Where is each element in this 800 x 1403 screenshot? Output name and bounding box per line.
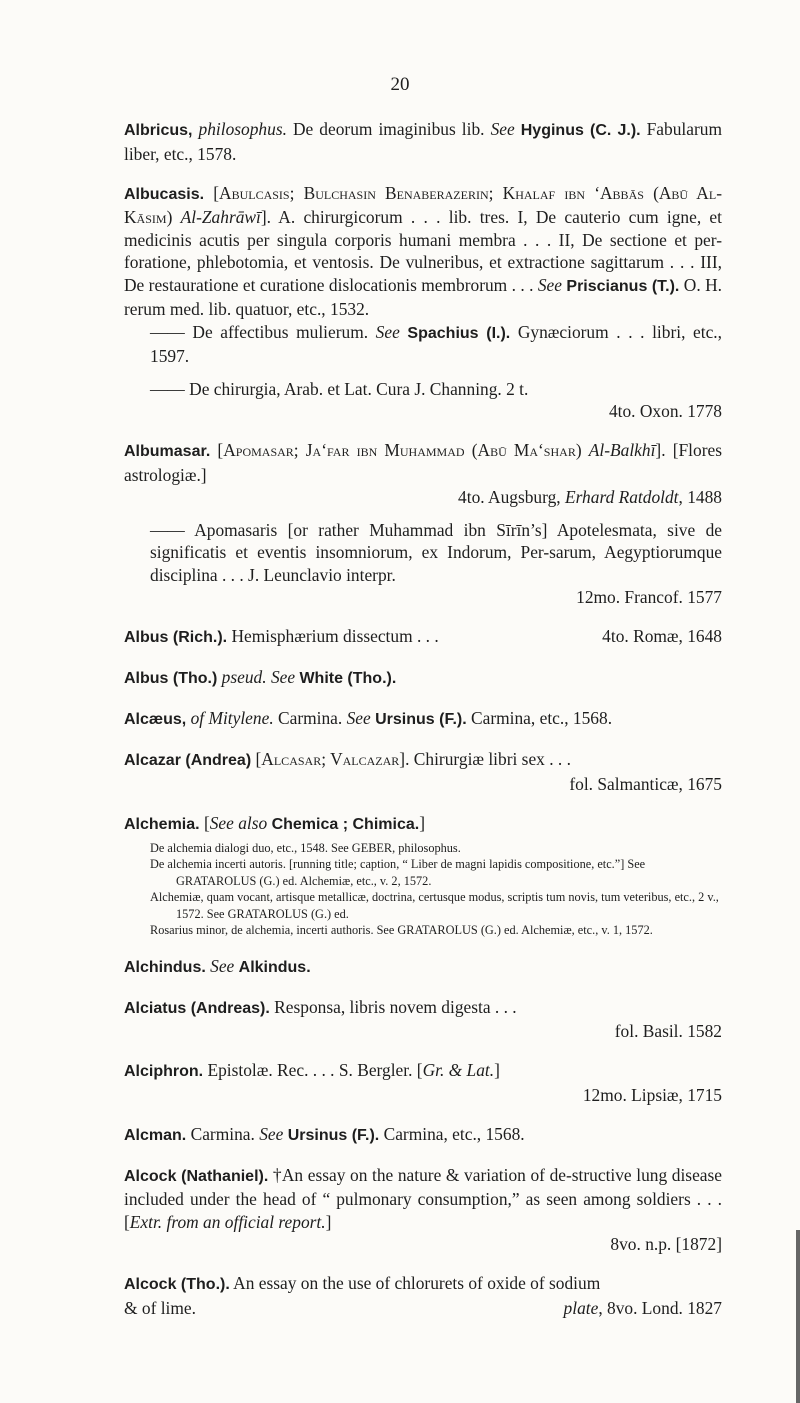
entry-alchemia: Alchemia. [See also Chemica ; Chimica.] De alchemia dialogi duo, etc., 1548. See GEBER, philosophus. De alchemia incerti autoris. [running title; caption, “ Liber de magni lapidis compositione, etc.”] See GRATAROLUS (G.) ed. Alchemiæ, etc., v. 2, 1572. Alchemiæ, quam vocant, artisque metallicæ, doctrina, certusque modus, scriptis tum novis, tum veteribus, etc., 2 v., 1572. See GRATAROLUS (G.) ed. Rosarius minor, de alchemia, incerti authoris. See GRATAROLUS (G.) ed. Alchemiæ, etc., v. 1, 1572. bbox=[124, 812, 722, 939]
entry-heading: Alcazar (Andrea) bbox=[124, 752, 252, 769]
entry-albucasis bbox=[124, 182, 722, 423]
entry-heading: Albus (Tho.) bbox=[124, 670, 218, 687]
entry-imprint: 12mo. Francof. 1577 bbox=[576, 587, 722, 607]
entry-text: [Abulcasis; Bulchasin Benaberazerin; Khalaf ibn ‘Abbās (Abū Al-Kāsim) Al-Zahrāwī]. A. chirurgicorum . . . lib. tres. I, De cauterio cum igne, et medicinis acutis per singula corporis humani membra . . . II, De sectione et per-foratione, phlebotomia, et ventosis. De vulneribus, et extractione sagittarum . . . III, De restauratione et curatione dislocationis membrorum . . . See Priscianus (T.). O. H. rerum med. lib. quatuor, etc., 1532. bbox=[124, 182, 723, 319]
alchemia-note: De alchemia dialogi duo, etc., 1548. See GEBER, philosophus. bbox=[150, 841, 461, 855]
entry-heading: Alcock (Tho.). bbox=[124, 1276, 230, 1294]
entry-albucasis-2: —— De affectibus mulierum. See Spachius (I.). Gynæciorum . . . libri, etc., 1597. bbox=[150, 321, 722, 366]
entry-heading: Alchemia. bbox=[124, 815, 200, 833]
entry-imprint: 4to. Augsburg, Erhard Ratdoldt, 1488 bbox=[458, 487, 722, 507]
entry-albucasis-3: —— De chirurgia, Arab. et Lat. Cura J. Channing. 2 t. 4to. Oxon. 1778 bbox=[150, 378, 722, 421]
entry-imprint: plate, 8vo. Lond. 1827 bbox=[563, 1297, 722, 1318]
entry-alcaeus: Alcæus, of Mitylene. Carmina. See Ursinus (F.). Carmina, etc., 1568. bbox=[124, 708, 613, 728]
entry-heading: Alciatus (Andreas). bbox=[124, 999, 270, 1017]
entry-alcock-tho: Alcock (Tho.). An essay on the use of chlorurets of oxide of sodium & of lime. plate, 8vo. Lond. 1827 bbox=[124, 1273, 722, 1318]
page-edge-shadow bbox=[796, 1230, 800, 1403]
entry-heading: Alcman. bbox=[124, 1126, 187, 1144]
entry-alcock-nath: Alcock (Nathaniel). †An essay on the nature & variation of de-structive lung disease included under the head of “ pulmonary consumption,” as seen among soldiers . . . [Extr. from an official report.] 8vo. n.p. [1872] bbox=[124, 1164, 723, 1255]
entry-imprint: fol. Salmanticæ, 1675 bbox=[569, 773, 722, 794]
alchemia-note: De alchemia incerti autoris. [running title; caption, “ Liber de magni lapidis compositione, etc.”] See GRATAROLUS (G.) ed. Alchemiæ, etc., v. 2, 1572. bbox=[150, 857, 646, 888]
entry-alcazar: Alcazar (Andrea) [Alcasar; Valcazar]. Chirurgiæ libri sex . . . fol. Salmanticæ, 1675 bbox=[124, 749, 722, 794]
entry-heading: Alciphron. bbox=[124, 1063, 204, 1081]
entry-imprint: 4to. Oxon. 1778 bbox=[608, 401, 722, 421]
entry-heading: Albus (Rich.). bbox=[124, 629, 228, 646]
entry-albumasar-2: —— Apomasaris [or rather Muhammad ibn Sīrīn’s] Apotelesmata, sive de significatis et eventis insomniorum, ex Indorum, Per-sarum, Aegyptiorumque disciplina . . . J. Leunclavio interpr. 12mo. Francof. 1577 bbox=[150, 519, 722, 607]
entry-alciphron: Alciphron. Epistolæ. Rec. . . . S. Bergler. [Gr. & Lat.] 12mo. Lipsiæ, 1715 bbox=[124, 1060, 722, 1105]
alchemia-note: Alchemiæ, quam vocant, artisque metallicæ, doctrina, certusque modus, scriptis tum novis, tum veteribus, etc., 2 v., 1572. See GRATAROLUS (G.) ed. bbox=[150, 890, 719, 921]
page-number: 20 bbox=[390, 74, 410, 95]
entry-alchindus: Alchindus. See Alkindus. bbox=[124, 955, 311, 976]
entry-alciatus: Alciatus (Andreas). Responsa, libris novem digesta . . . fol. Basil. 1582 bbox=[124, 996, 722, 1042]
entry-imprint: 12mo. Lipsiæ, 1715 bbox=[582, 1084, 722, 1105]
alchemia-note: Rosarius minor, de alchemia, incerti authoris. See GRATAROLUS (G.) ed. Alchemiæ, etc., v. 1, 1572. bbox=[150, 923, 653, 938]
entry-heading: Alcock (Nathaniel). bbox=[124, 1167, 269, 1185]
entry-heading: Albumasar. bbox=[124, 443, 211, 460]
catalogue-entries bbox=[124, 118, 722, 1336]
entry-albus-tho: Albus (Tho.) pseud. See White (Tho.). bbox=[124, 667, 397, 687]
entry-imprint: 4to. Romæ, 1648 bbox=[602, 626, 722, 646]
entry-imprint: 8vo. n.p. [1872] bbox=[610, 1234, 722, 1255]
entry-alcman: Alcman. Carmina. See Ursinus (F.). Carmina, etc., 1568. bbox=[124, 1123, 525, 1144]
entry-heading: Alchindus. bbox=[124, 958, 206, 976]
entry-albumasar: Albumasar. [Apomasar; Ja‘far ibn Muhammad (Abū Ma‘shar) Al-Balkhī]. [Flores astrologiæ.] 4to. Augsburg, Erhard Ratdoldt, 1488 —— Apomasaris [or rather Muhammad ibn Sīrīn’s] Apotelesmata, sive de significatis et eventis insomniorum, ex Indorum, Per-sarum, Aegyptiorumque disciplina . . . J. Leunclavio interpr. 12mo. Francof. 1577 bbox=[124, 440, 722, 607]
entry-heading: Albricus, bbox=[124, 122, 193, 139]
entry-heading: Alcæus, bbox=[124, 711, 187, 728]
entry-albricus: Albricus, philosophus. De deorum imaginibus lib. See Hyginus (C. J.). Fabularum liber, etc., 1578. bbox=[124, 119, 722, 164]
entry-heading: Albucasis. bbox=[124, 185, 205, 203]
entry-imprint: fol. Basil. 1582 bbox=[614, 1021, 722, 1042]
entry-albus-rich: Albus (Rich.). Hemisphærium dissectum . . . 4to. Romæ, 1648 bbox=[124, 625, 722, 650]
entry-text: philosophus. bbox=[198, 119, 287, 139]
alchemia-notes bbox=[124, 840, 722, 938]
